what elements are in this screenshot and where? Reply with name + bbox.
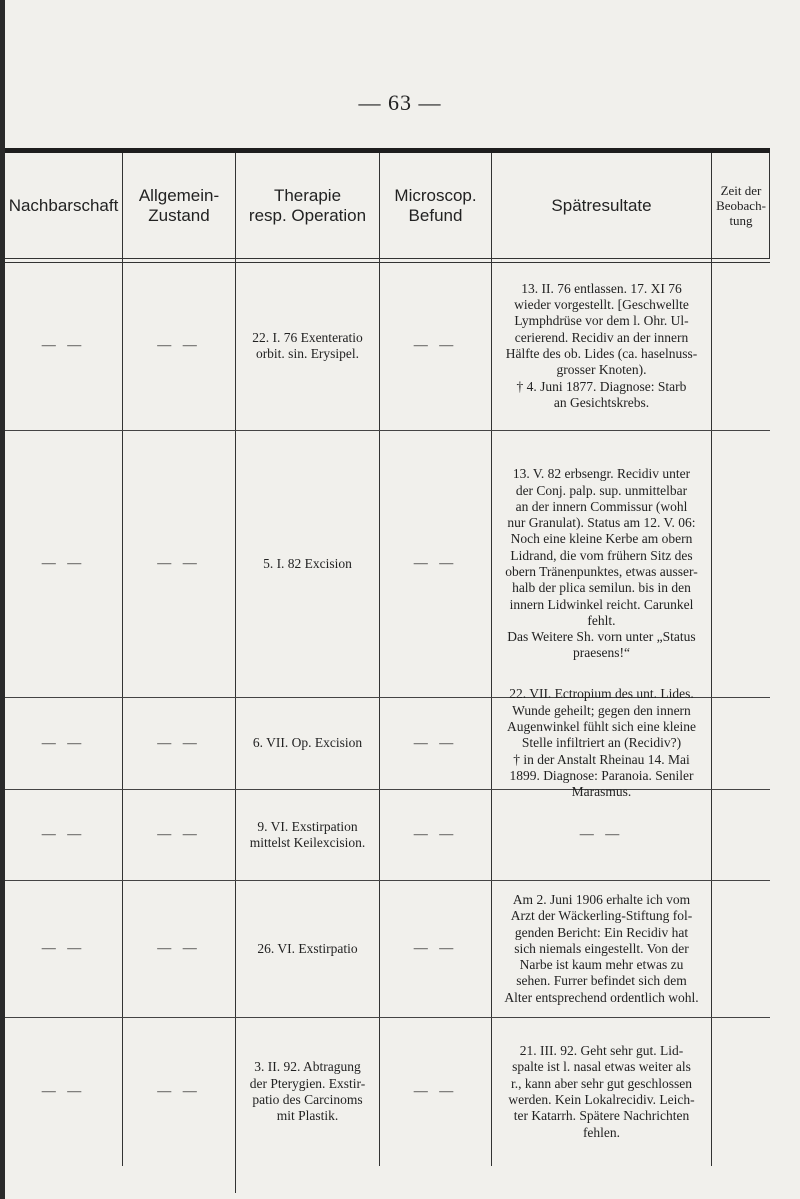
cell-spaetresultate: 21. III. 92. Geht sehr gut. Lid- spalte ist l. nasal etwas weiter als r., kann aber sehr gut geschlossen werden. Kein Lokalrecidiv. Leich- ter Katarrh. Spätere Nachrichten fehlen. — [508, 1043, 695, 1140]
cell-therapie: 6. VII. Op. Excision — [252, 735, 363, 751]
cell-zeit — [712, 698, 770, 789]
column-divider — [769, 153, 770, 258]
header-zeit-der-beobachtung: Zeit der Beobach- tung — [716, 183, 766, 228]
header-therapie: Therapie resp. Operation — [248, 185, 367, 225]
cell-therapie: 9. VI. Exstirpation mittelst Keilexcision. — [249, 818, 366, 850]
header-allgemein-zustand: Allgemein- Zustand — [138, 185, 220, 225]
cell-zeit — [712, 1018, 770, 1166]
cell-befund: — — — [413, 1084, 458, 1099]
cell-spaetresultate: — — — [579, 827, 624, 842]
cell-befund: — — — [413, 556, 458, 571]
cell-nachbarschaft: — — — [41, 1084, 86, 1099]
cell-befund: — — — [413, 338, 458, 353]
cell-nachbarschaft: — — — [41, 827, 86, 842]
cell-zeit — [712, 881, 770, 1017]
cell-nachbarschaft: — — — [41, 556, 86, 571]
cell-spaetresultate: 13. V. 82 erbsengr. Recidiv unter der Conj. palp. sup. unmittelbar an der innern Commissur (wohl nur Granulat). Status am 12. V. 06: Noch eine kleine Kerbe am obern Lidrand, die vom frühern Sitz des obern Tränenpunktes, etwas ausser- halb der plica semilun. bis in den innern Lidwinkel reicht. Carunkel fehlt. Das Weitere Sh. vorn unter „Status praesens!“ — [505, 466, 698, 661]
cell-allgemein: — — — [157, 338, 201, 353]
header-microscop-befund: Microscop. Befund — [394, 185, 477, 225]
cell-zeit — [712, 431, 770, 697]
cell-zeit — [712, 790, 770, 880]
cell-befund: — — — [413, 827, 458, 842]
header-spaetresultate: Spätresultate — [551, 195, 652, 215]
cell-befund: — — — [413, 941, 458, 956]
cell-befund: — — — [413, 735, 458, 751]
cell-therapie: 5. I. 82 Excision — [263, 555, 352, 571]
cell-therapie: 3. II. 92. Abtragung der Pterygien. Exstir- patio des Carcinoms mit Plastik. — [249, 1059, 366, 1124]
cell-spaetresultate: 13. II. 76 entlassen. 17. XI 76 wieder vorgestellt. [Geschwellte Lymphdrüse vor dem l. Ohr. Ul- cerierend. Recidiv an der innern Hälfte des ob. Lides (ca. haselnuss- grosser Knoten). † 4. Juni 1877. Diagnose: Starb an Gesichtskrebs. — [505, 280, 698, 410]
cell-nachbarschaft: — — — [41, 941, 86, 956]
cell-spaetresultate: 22. VII. Ectropium des unt. Lides. Wunde geheilt; gegen den innern Augenwinkel fühlt sich eine kleine Stelle infiltriert an (Recidiv?) † in der Anstalt Rheinau 14. Mai 1899. Diagnose: Paranoia. Seniler Marasmus. — [507, 686, 696, 800]
cell-nachbarschaft: — — — [41, 735, 86, 751]
cell-allgemein: — — — [157, 827, 201, 842]
cell-zeit — [712, 262, 770, 430]
page-number: — 63 — — [358, 90, 442, 115]
cell-therapie: 26. VI. Exstirpatio — [257, 940, 358, 956]
cell-allgemein: — — — [157, 735, 201, 751]
header-nachbarschaft: Nachbarschaft — [8, 195, 119, 215]
cell-nachbarschaft: — — — [41, 338, 86, 353]
cell-allgemein: — — — [157, 1084, 201, 1099]
cell-therapie: 22. I. 76 Exenteratio orbit. sin. Erysipel. — [252, 329, 363, 361]
cell-allgemein: — — — [157, 941, 201, 956]
cell-spaetresultate: Am 2. Juni 1906 erhalte ich vom Arzt der Wäckerling-Stiftung fol- genden Bericht: Ein Recidiv hat sich niemals eingestellt. Von der Narbe ist kaum mehr etwas zu sehen. Furrer befindet sich dem Alter entsprechend ordentlich wohl. — [504, 891, 699, 1005]
cell-allgemein: — — — [157, 556, 201, 571]
